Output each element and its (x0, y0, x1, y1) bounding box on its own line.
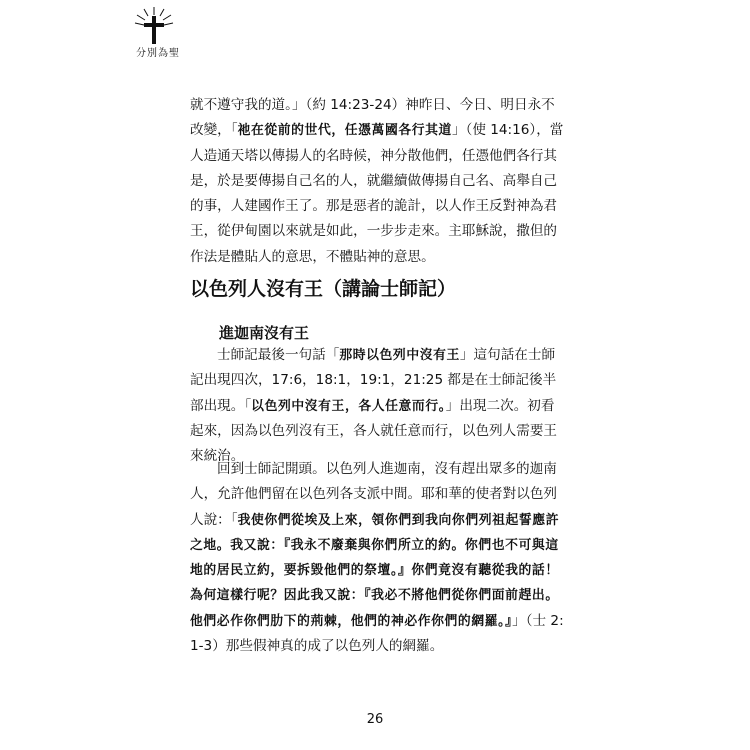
logo (118, 6, 198, 59)
scripture-quote: 以色列中沒有王，各人任意而行。 (251, 398, 446, 414)
page-number: 26 (366, 712, 384, 727)
text-run: 」（使 14:16），當人造通天塔以傳揚人的名時候，神分散他們，任憑他們各行其是，於是要傳揚自己名的人，就繼續做傳揚自己名、高舉自己的事，人建國作王了。那是惡者的詭計，以人作王反對神為君王，從伊甸園以來就是如此，一步步走來。主耶穌說，撒但的作法是體貼人的意思，不體貼神的意思。 (190, 122, 564, 265)
scripture-quote: 祂在從前的世代，任憑萬國各行其道 (237, 123, 452, 139)
section-heading: 以色列人沒有王（講論士師記） (190, 278, 457, 300)
text-run: 」（士 2:1-3）那些假神真的成了以色列人的網羅。 (190, 612, 564, 655)
text-run: 士師記最後一句話「 (217, 347, 340, 363)
text-run: 」這句話在士師記出現四次，17:6，18:1，19:1，21:25 都是在士師記後半部出現。「 (190, 347, 557, 414)
subsection-heading: 進迦南沒有王 (219, 324, 310, 342)
text-run: 」出現二次。初看起來，因為以色列沒有王，各人就任意而行，以色列人需要王來統治。 (190, 397, 558, 465)
cross-with-rays-icon (134, 6, 174, 46)
text-run: 回到士師記開頭。以色列人進迦南，沒有趕出眾多的迦南人，允許他們留在以色列各支派中間。耶和華的使者對以色列人說：「 (190, 461, 558, 528)
scripture-quote: 那時以色列中沒有王 (339, 348, 460, 363)
body-paragraph (190, 343, 568, 469)
body-paragraph (190, 93, 568, 270)
scripture-quote: 我使你們從埃及上來，領你們到我向你們列祖起誓應許之地。我又說：『我永不廢棄與你們所立的約。你們也不可與這地的居民立約，要拆毀他們的祭壇。』你們竟沒有聽從我的話！為何這樣行呢？因此我又說：『我必不將他們從你們面前趕出。他們必作你們肋下的荊棘，他們的神必作你們的網羅。』 (190, 512, 560, 629)
logo-text: 分別為聖 (136, 48, 180, 59)
body-paragraph (190, 457, 568, 659)
text-run: 就不遵守我的道。」（約 14:23-24）神昨日、今日、明日永不改變，「 (190, 97, 555, 139)
